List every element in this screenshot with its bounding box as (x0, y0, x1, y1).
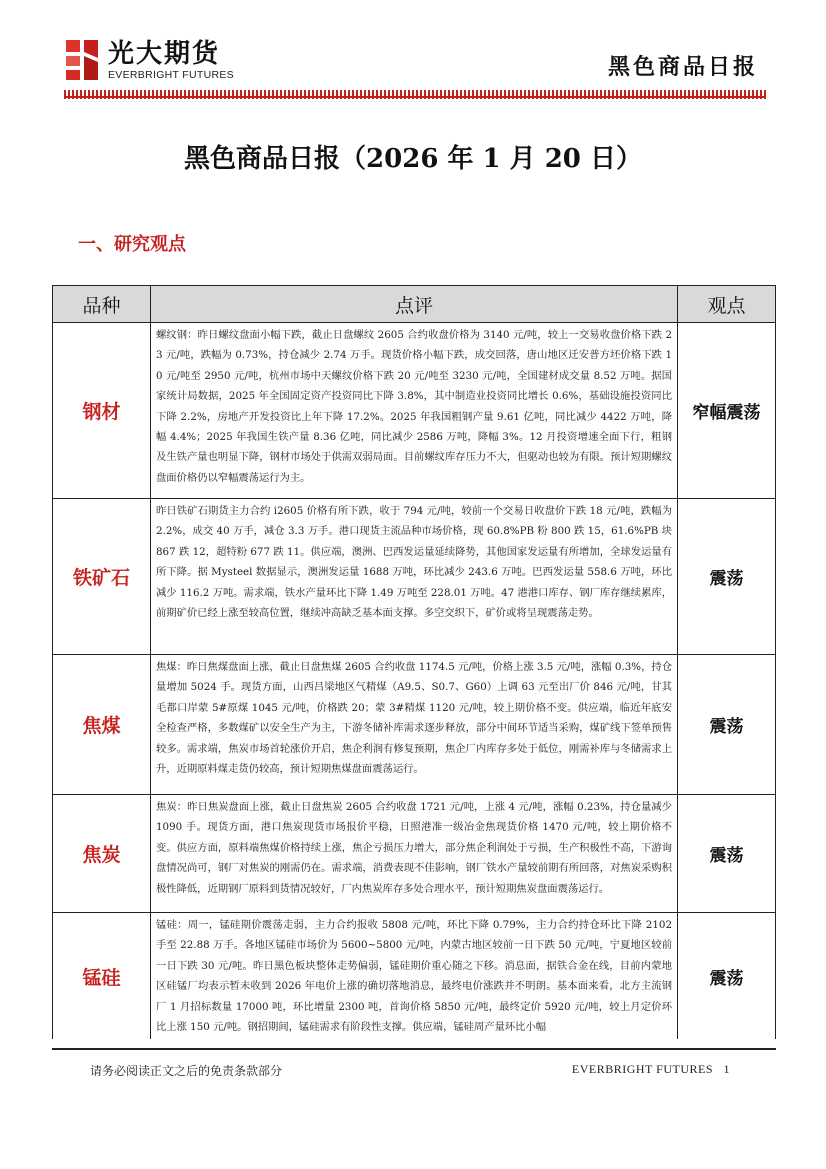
header-comment: 点评 (151, 286, 678, 323)
page-number: 1 (723, 1062, 730, 1076)
footer-company-page (572, 1062, 730, 1077)
row-view: 震荡 (678, 499, 776, 655)
row-comment: 锰硅：周一，锰硅期价震荡走弱，主力合约报收 5808 元/吨，环比下降 0.79%，主力合约持仓环比下降 2102 手至 22.88 万手。各地区锰硅市场价为 5600~5800 元/吨，内蒙古地区较前一日下跌 50 元/吨，宁夏地区较前一日下跌 30 元/吨。昨日黑色板块整体走势偏弱，锰硅期价重心随之下移。消息面，据铁合金在线，目前内蒙地区硅锰厂均表示暂未收到 2026 年电价上涨的确切落地消息，最终电价涨跌并不明朗。基本面来看，北方主流钢厂 1 月招标数量 17000 吨，环比增量 2300 吨，首询价格 5850 元/吨，最终定价 5920 元/吨，较上月定价环比上涨 150 元/吨。钢招期间，锰硅需求有阶段性支撑。供应端，锰硅周产量环比小幅 (151, 913, 678, 1040)
row-comment: 焦炭：昨日焦炭盘面上涨，截止日盘焦炭 2605 合约收盘 1721 元/吨，上涨 4 元/吨，涨幅 0.23%，持仓量减少 1090 手。现货方面，港口焦炭现货市场报价平稳，日照港准一级冶金焦现货价格 1470 元/吨，较上期价格不变。供应方面，原料端焦煤价格持续上涨，焦企亏损压力增大，部分焦企利润处于亏损，生产积极性不高，下游询盘情况尚可，钢厂对焦炭的刚需仍在。需求端，消费表现不佳影响，钢厂铁水产量较前期有所回落，对焦炭采购积极性降低，近期钢厂原料到货情况较好，厂内焦炭库存多处合理水平，预计短期焦炭盘面震荡运行。 (151, 795, 678, 913)
row-view: 窄幅震荡 (678, 323, 776, 499)
table-row (53, 323, 776, 499)
header-report-title: 黑色商品日报 (607, 55, 758, 80)
brand-logo (64, 38, 244, 82)
section-title: 一、研究观点 (78, 234, 186, 255)
row-category: 锰硅 (53, 913, 151, 1040)
table-row (53, 913, 776, 1040)
footer-company: EVERBRIGHT FUTURES (571, 1062, 713, 1076)
brand-name-cn: 光大期货 (108, 39, 221, 69)
row-category: 焦炭 (53, 795, 151, 913)
research-table (52, 285, 776, 1039)
footer-disclaimer: 请务必阅读正文之后的免责条款部分 (90, 1064, 283, 1078)
row-view: 震荡 (678, 655, 776, 795)
table-row (53, 499, 776, 655)
row-view: 震荡 (678, 913, 776, 1040)
row-comment: 螺纹钢：昨日螺纹盘面小幅下跌，截止日盘螺纹 2605 合约收盘价格为 3140 元/吨，较上一交易收盘价格下跌 23 元/吨，跌幅为 0.73%，持仓减少 2.74 万手。现货价格小幅下跌，成交回落，唐山地区迁安普方坯价格下跌 10 元/吨至 2950 元/吨，杭州市场中天螺纹价格下跌 20 元/吨至 3230 元/吨，全国建材成交量 8.52 万吨。据国家统计局数据，2025 年全国固定资产投资同比下降 3.8%，其中制造业投资同比增长 0.6%，基础设施投资同比下降 2.2%，房地产开发投资比上年下降 17.2%。2025 年我国粗钢产量 9.61 亿吨，同比减少 4422 万吨，降幅 4.4%；2025 年我国生铁产量 8.36 亿吨，同比减少 2586 万吨，降幅 3%。12 月投资增速全面下行，粗钢及生铁产量也明显下降，钢材市场处于供需双弱局面。目前螺纹库存压力不大，但驱动也较为有限。预计短期螺纹盘面价格仍以窄幅震荡运行为主。 (151, 323, 678, 499)
header-view: 观点 (678, 286, 776, 323)
everbright-logo-icon (64, 38, 100, 82)
row-category: 铁矿石 (53, 499, 151, 655)
brand-name-en: EVERBRIGHT FUTURES (108, 69, 234, 81)
page-title: 黑色商品日报（2026 年 1 月 20 日） (184, 144, 642, 174)
row-view: 震荡 (678, 795, 776, 913)
table-row (53, 655, 776, 795)
table-header-row (53, 286, 776, 323)
row-comment: 昨日铁矿石期货主力合约 i2605 价格有所下跌，收于 794 元/吨，较前一个交易日收盘价下跌 18 元/吨，跌幅为 2.2%，成交 40 万手，减仓 3.3 万手。港口现货主流品种市场价格，现 60.8%PB 粉 800 跌 15，61.6%PB 块 867 跌 12，超特粉 677 跌 11。供应端，澳洲、巴西发运量延续降势，其他国家发运量有所增加，全球发运量有所下降。据 Mysteel 数据显示，澳洲发运量 1688 万吨，环比减少 243.6 万吨。巴西发运量 558.6 万吨，环比减少 116.2 万吨。需求端，铁水产量环比下降 1.49 万吨至 228.01 万吨。47 港港口库存、钢厂库存继续累库，前期矿价已经上涨至较高位置，继续冲高缺乏基本面支撑。多空交织下，矿价或将呈现震荡走势。 (151, 499, 678, 655)
table-row (53, 795, 776, 913)
header-rule-solid (64, 96, 766, 98)
row-category: 焦煤 (53, 655, 151, 795)
header-category: 品种 (53, 286, 151, 323)
table-bottom-rule (52, 1048, 776, 1050)
row-comment: 焦煤：昨日焦煤盘面上涨，截止日盘焦煤 2605 合约收盘 1174.5 元/吨，价格上涨 3.5 元/吨，涨幅 0.3%，持仓量增加 5024 手。现货方面，山西吕梁地区气精煤（A9.5、S0.7、G60）上调 63 元至出厂价 846 元/吨，甘其毛都口岸蒙 5#原煤 1045 元/吨，价格跌 20；蒙 3#精煤 1120 元/吨，较上期价格不变。供应端，临近年底安全检查严格，多数煤矿以安全生产为主，下游冬储补库需求逐步释放，部分中间环节适当采购，煤矿线下签单预售较多。需求端，焦炭市场首轮涨价开启，焦企利润有修复预期，焦企厂内库存多处于低位，刚需补库与冬储需求上升，近期原料煤走货仍较高，预计短期焦煤盘面震荡运行。 (151, 655, 678, 795)
row-category: 钢材 (53, 323, 151, 499)
